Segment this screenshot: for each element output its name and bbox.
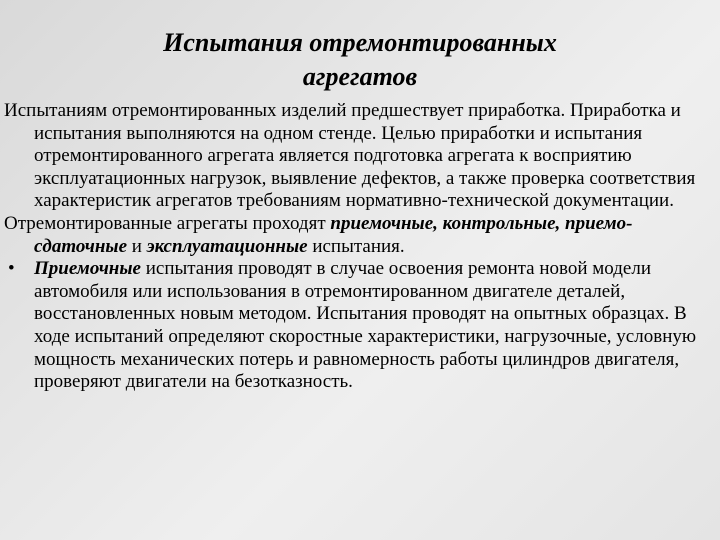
test-type-acceptance: приемочные, xyxy=(330,212,438,234)
test-types-text-3: и xyxy=(127,235,147,257)
bullet-item-acceptance xyxy=(4,258,718,394)
title-line-1: Испытания отремонтированных xyxy=(163,28,557,57)
bullet-term: Приемочные xyxy=(34,258,141,280)
title-line-2: агрегатов xyxy=(302,62,418,91)
bullet-text: испытания проводят в случае освоения ремонта новой модели автомобиля или использования в отремонтированном двигателе деталей, восстановленных новым методом. Испытания проводят на опытных образцах. В ходе испытаний определяют скоростные характеристики, нагрузочные, условную мощность механических потерь и равномерность работы цилиндров двигателя, проверяют двигатели на безотказность. xyxy=(34,258,697,393)
test-types-text-1: Отремонтированные агрегаты проходят xyxy=(4,212,331,234)
bullet-marker: • xyxy=(8,258,15,280)
test-types-text-4: испытания. xyxy=(307,235,405,257)
slide-body xyxy=(4,100,718,394)
test-type-operational: эксплуатационные xyxy=(146,235,308,257)
test-type-control-delivery: контрольные, приемо-сдаточные xyxy=(34,212,633,257)
paragraph-intro: Испытаниям отремонтированных изделий предшествует приработка. Приработка и испытания выполняются на одном стенде. Целью приработки и испытания отремонтированного агрегата является подготовка агрегата к восприятию эксплуатационных нагрузок, выявление дефектов, а также проверка соответствия характеристик агрегатов требованиям нормативно-технической документации. xyxy=(4,100,696,212)
slide-title xyxy=(60,26,660,94)
paragraph-test-types xyxy=(4,213,718,258)
